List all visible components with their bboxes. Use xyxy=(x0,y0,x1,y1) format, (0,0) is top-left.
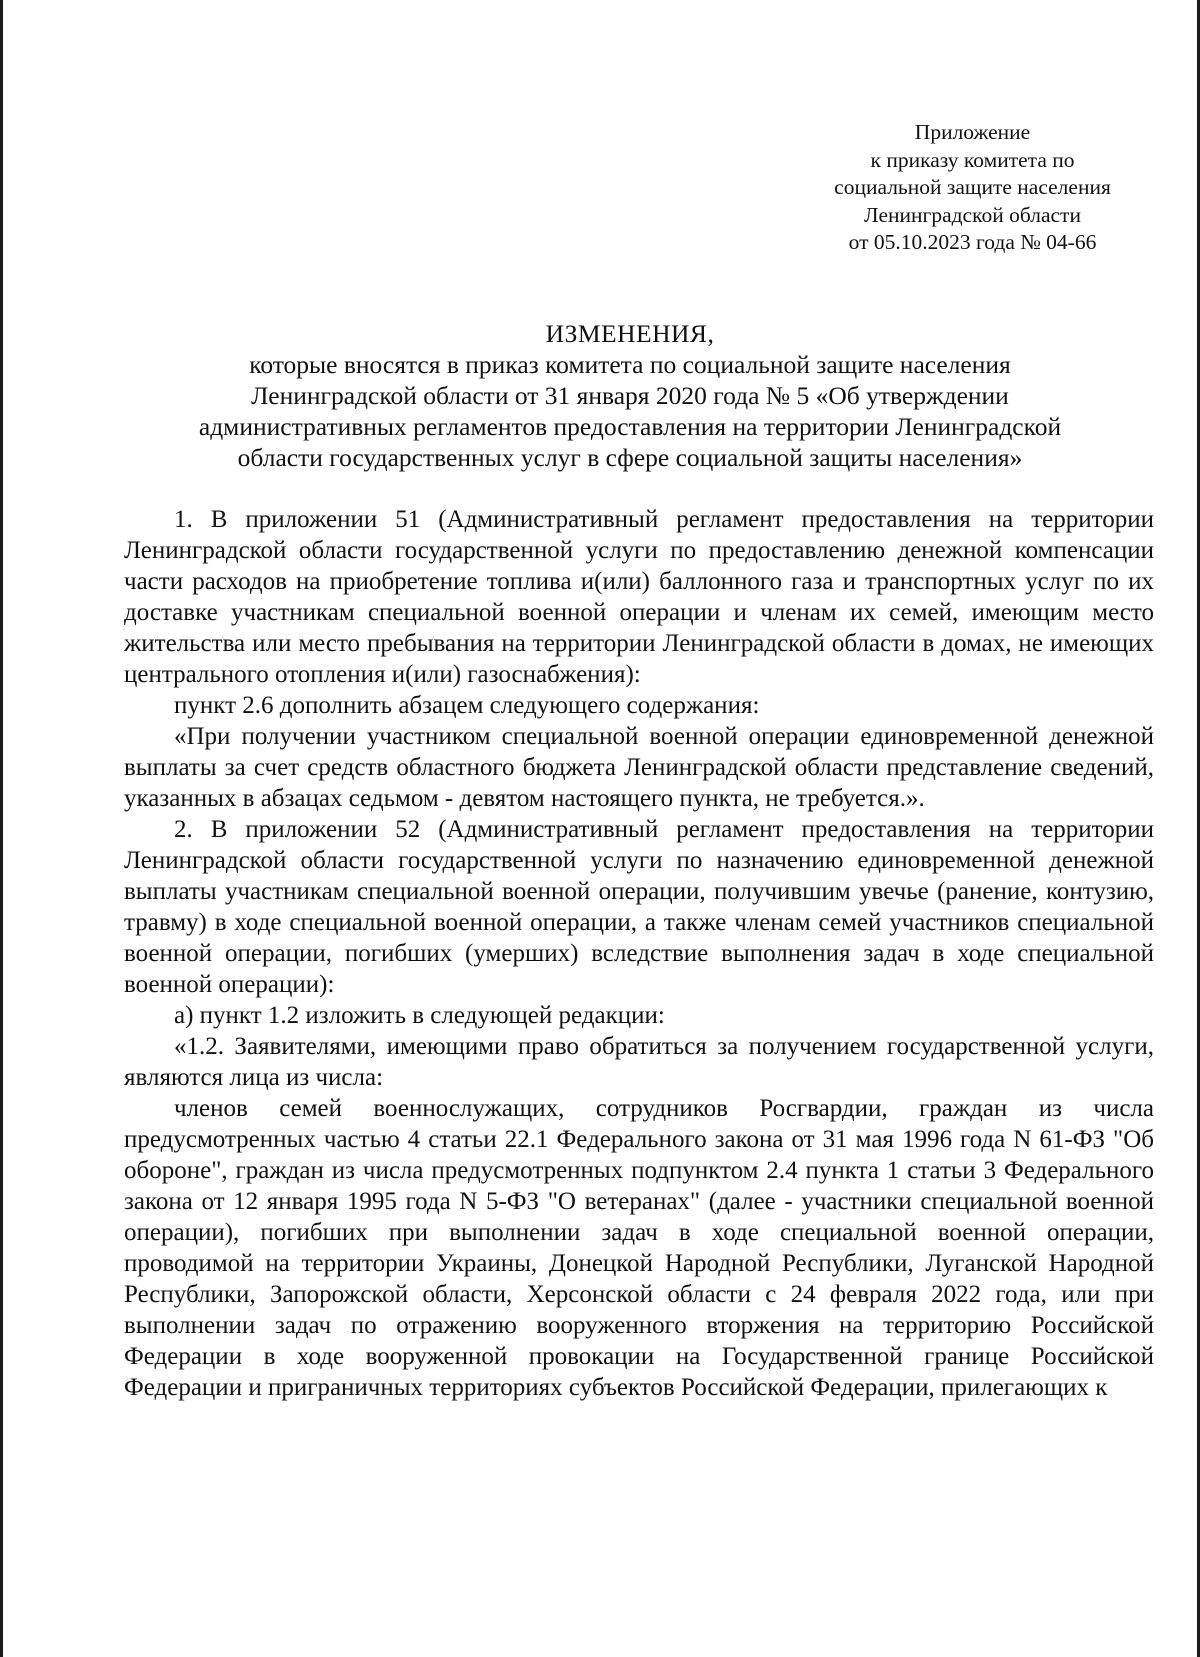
body-paragraph: 2. В приложении 52 (Административный регламент предоставления на территории Ленинградской области государственной услуги по назначению единовременной денежной выплаты участникам специальной военной операции, получившим увечье (ранение, контузию, травму) в ходе специальной военной операции, а также членам семей участников специальной военной операции, погибших (умерших) вследствие выполнения задач в ходе специальной военной операции): xyxy=(124,816,1154,998)
body-paragraph: «При получении участником специальной военной операции единовременной денежной выплаты за счет средств областного бюджета Ленинградской области представление сведений, указанных в абзацах седьмом - девятом настоящего пункта, не требуется.». xyxy=(124,723,1154,812)
document-heading xyxy=(128,318,1132,473)
appendix-line: Приложение xyxy=(914,120,1031,144)
document-body xyxy=(124,504,1154,1403)
appendix-block xyxy=(760,119,1185,257)
body-paragraph: а) пункт 1.2 изложить в следующей редакции: xyxy=(174,1002,665,1029)
heading-line: которые вносятся в приказ комитета по социальной защите населения xyxy=(249,350,1011,379)
scan-border-left xyxy=(0,0,3,1657)
body-paragraph: членов семей военнослужащих, сотрудников Росгвардии, граждан из числа предусмотренных частью 4 статьи 22.1 Федерального закона от 31 мая 1996 года N 61-ФЗ "Об обороне", граждан из числа предусмотренных подпунктом 2.4 пункта 1 статьи 3 Федерального закона от 12 января 1995 года N 5-ФЗ "О ветеранах" (далее - участники специальной военной операции), погибших при выполнении задач в ходе специальной военной операции, проводимой на территории Украины, Донецкой Народной Республики, Луганской Народной Республики, Запорожской области, Херсонской области с 24 февраля 2022 года, или при выполнении задач по отражению вооруженного вторжения на территорию Российской Федерации в ходе вооруженной провокации на Государственной границе Российской Федерации и приграничных территориях субъектов Российской Федерации, прилегающих к xyxy=(124,1095,1154,1401)
heading-line: области государственных услуг в сфере социальной защиты населения» xyxy=(237,443,1023,472)
body-paragraph: пункт 2.6 дополнить абзацем следующего содержания: xyxy=(174,692,760,719)
appendix-line: социальной защите населения xyxy=(834,175,1111,199)
appendix-line: от 05.10.2023 года № 04-66 xyxy=(848,230,1097,254)
heading-line: административных регламентов предоставления на территории Ленинградской xyxy=(198,412,1062,441)
body-paragraph: «1.2. Заявителями, имеющими право обратиться за получением государственной услуги, являются лица из числа: xyxy=(124,1033,1154,1091)
body-paragraph: 1. В приложении 51 (Административный регламент предоставления на территории Ленинградской области государственной услуги по предоставлению денежной компенсации части расходов на приобретение топлива и(или) баллонного газа и транспортных услуг по их доставке участникам специальной военной операции и членам их семей, имеющим место жительства или место пребывания на территории Ленинградской области в домах, не имеющих центрального отопления и(или) газоснабжения): xyxy=(124,506,1154,688)
appendix-line: Ленинградской области xyxy=(864,202,1081,227)
document-title: ИЗМЕНЕНИЯ, xyxy=(545,319,715,348)
appendix-line: к приказу комитета по xyxy=(870,147,1075,172)
heading-line: Ленинградской области от 31 января 2020 года № 5 «Об утверждении xyxy=(251,381,1009,410)
